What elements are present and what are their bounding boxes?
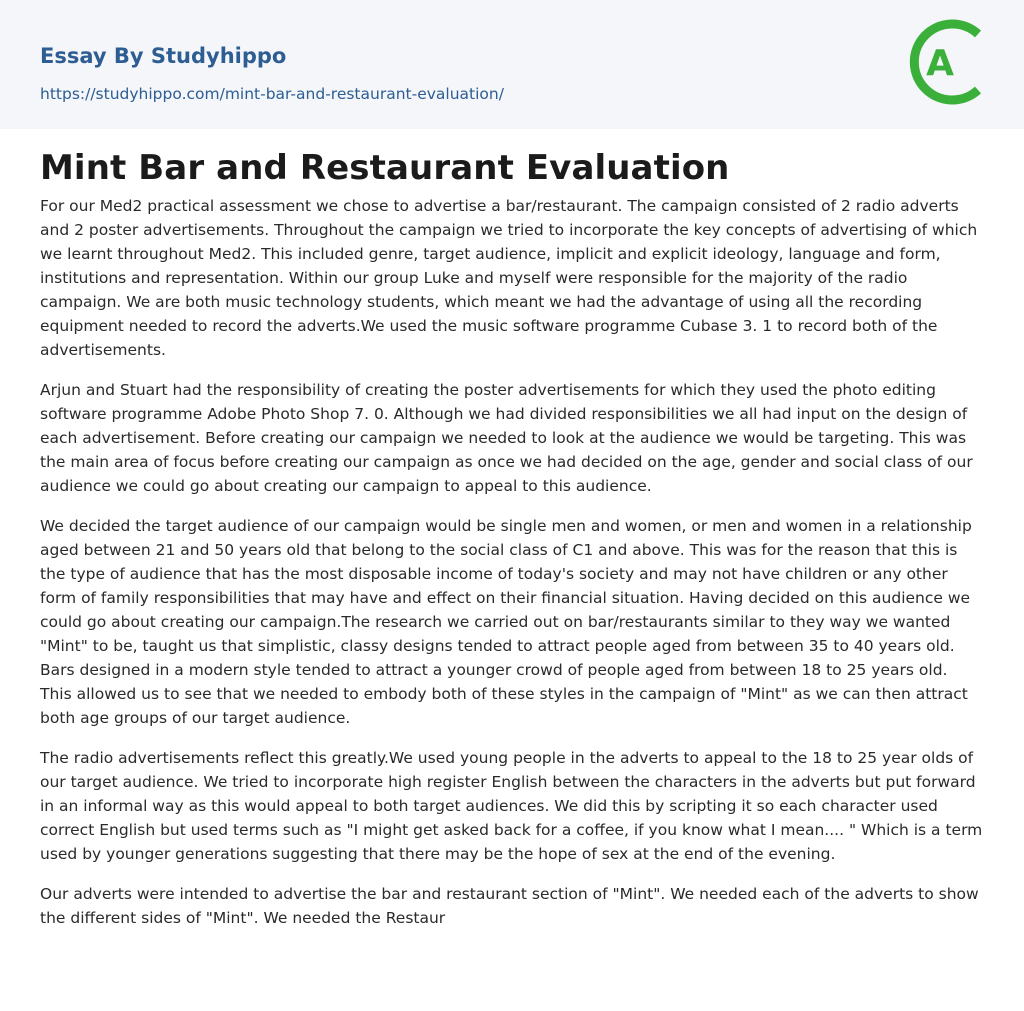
paragraph: The radio advertisements reflect this greatly.We used young people in the adverts to appeal to the 18 to 25 year olds of our target audience. We tried to incorporate high register English between the characters in the adverts but put forward in an informal way as this would appeal to both target audiences. We did this by scripting it so each character used correct English but used terms such as "I might get asked back for a coffee, if you know what I mean.... " Which is a term used by younger generations suggesting that there may be the hope of sex at the end of the evening. bbox=[40, 749, 983, 863]
paragraph: For our Med2 practical assessment we chose to advertise a bar/restaurant. The campaign consisted of 2 radio adverts and 2 poster advertisements. Throughout the campaign we tried to incorporate the key concepts of advertising of which we learnt throughout Med2. This included genre, target audience, implicit and explicit ideology, language and form, institutions and representation. Within our group Luke and myself were responsible for the majority of the radio campaign. We are both music technology students, which meant we had the advantage of using all the recording equipment needed to record the adverts.We used the music software programme Cubase 3. 1 to record both of the advertisements. bbox=[40, 197, 978, 359]
page-title: Mint Bar and Restaurant Evaluation bbox=[40, 148, 730, 188]
essay-body bbox=[40, 194, 984, 946]
logo-letter: A bbox=[926, 43, 954, 84]
studyhippo-logo-icon[interactable] bbox=[906, 18, 990, 106]
paragraph: We decided the target audience of our campaign would be single men and women, or men and women in a relationship aged between 21 and 50 years old that belong to the social class of C1 and above. This was for the reason that this is the type of audience that has the most disposable income of today's society and may not have children or any other form of family responsibilities that may have and effect on their financial situation. Having decided on this audience we could go about creating our campaign.The research we carried out on bar/restaurants similar to they way we wanted "Mint" to be, taught us that simplistic, classy designs tended to attract people aged from between 35 to 40 years old. Bars designed in a modern style tended to attract a younger crowd of people aged from between 18 to 25 years old. This allowed us to see that we needed to embody both of these styles in the campaign of "Mint" as we can then attract both age groups of our target audience. bbox=[40, 517, 972, 727]
source-url-link[interactable]: https://studyhippo.com/mint-bar-and-restaurant-evaluation/ bbox=[40, 85, 504, 103]
paragraph: Our adverts were intended to advertise the bar and restaurant section of "Mint". We needed each of the adverts to show the different sides of "Mint". We needed the Restaur bbox=[40, 885, 979, 927]
brand-title[interactable]: Essay By Studyhippo bbox=[40, 44, 287, 68]
paragraph: Arjun and Stuart had the responsibility of creating the poster advertisements for which they used the photo editing software programme Adobe Photo Shop 7. 0. Although we had divided responsibilities we all had input on the design of each advertisement. Before creating our campaign we needed to look at the audience we would be targeting. This was the main area of focus before creating our campaign as once we had decided on the age, gender and social class of our audience we could go about creating our campaign to appeal to this audience. bbox=[40, 381, 973, 495]
